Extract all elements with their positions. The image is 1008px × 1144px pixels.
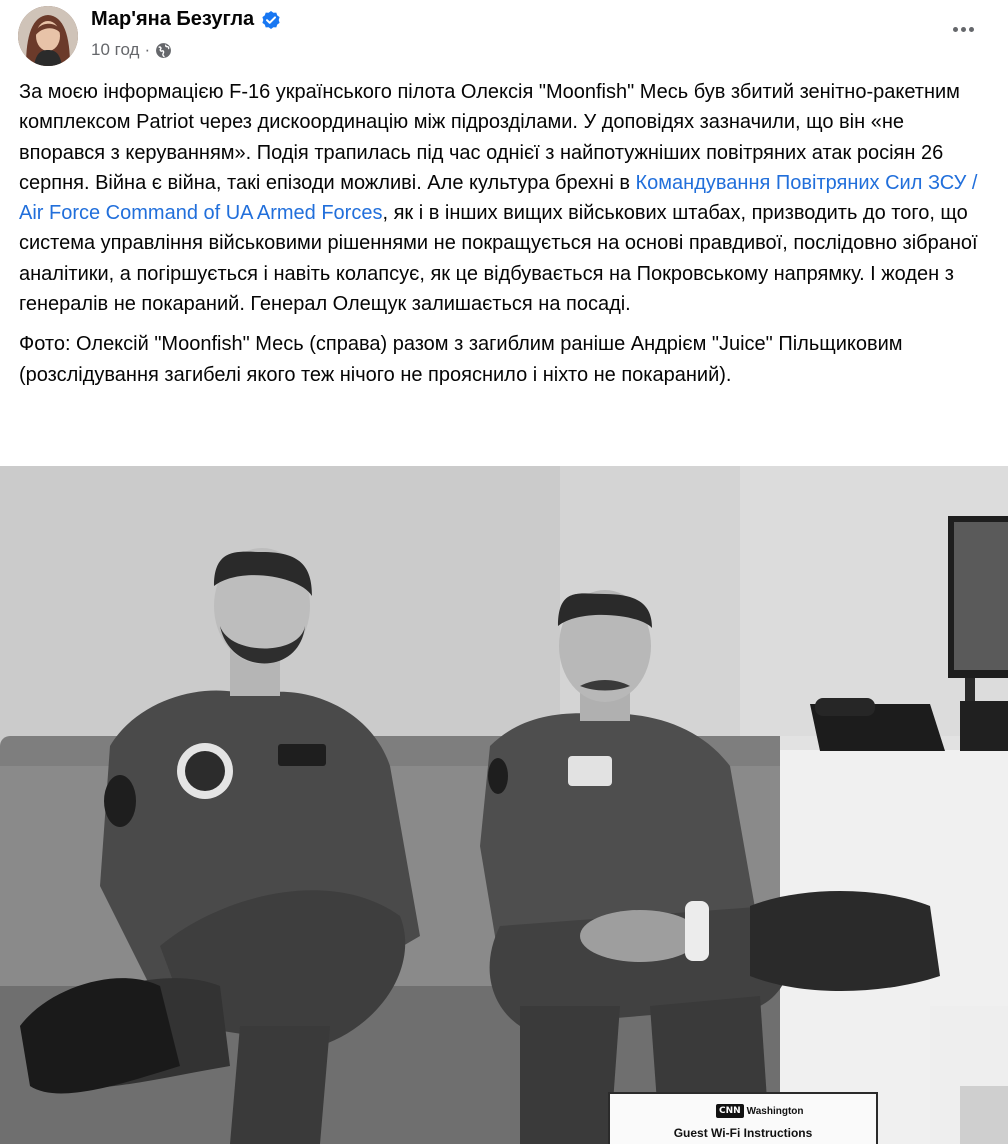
author-name-text[interactable]: Мар'яна Безугла: [91, 8, 255, 30]
author-avatar[interactable]: [18, 6, 78, 66]
post-header: [0, 0, 1008, 70]
author-name[interactable]: [91, 8, 281, 31]
cnn-logo: [716, 1104, 804, 1118]
post-text-after-link: , як і в інших вищих військових штабах, призводить до того, що система управління військовими рішеннями не покращується на основі правдивої, послідовно зібраної аналітики, а погіршується і навіть колапсує, як це відбувається на Покровському напрямку. І жоден з генералів не покараний. Генерал Олещук залишається на посаді.: [19, 202, 978, 316]
meta-separator: ·: [144, 40, 151, 59]
more-options-icon: [953, 27, 958, 32]
post-photo[interactable]: [0, 466, 1008, 1144]
cnn-logo-sub: Washington: [746, 1105, 804, 1117]
post-body: [19, 77, 994, 390]
post-paragraph-photo-caption: Фото: Олексій "Moonfish" Месь (справа) разом з загиблим раніше Андрієм "Juice" Пільщиковим (розслідування загибелі якого теж нічого не прояснило і ніхто не покараний).: [19, 333, 903, 386]
wifi-instructions-card: [608, 1092, 878, 1144]
more-options-icon-dot: [969, 27, 974, 32]
globe-icon[interactable]: [155, 42, 172, 59]
wifi-card-text: Guest Wi-Fi Instructions: [673, 1126, 813, 1140]
more-options-icon-dot: [961, 27, 966, 32]
photo-illustration: [0, 466, 1008, 1144]
more-options-button[interactable]: [948, 14, 978, 44]
post-text-before-link: За моєю інформацією F-16 українського пілота Олексія "Moonfish" Месь був збитий зенітно-ракетним комплексом Patriot через дискоординацію між підрозділами. У доповідях зазначили, що він «не впорався з керуванням». Подія трапилась під час однієї з найпотужніших повітряних атак росіян 26 серпня. Війна є війна, такі епізоди можливі. Але культура брехні в: [19, 81, 960, 194]
post-meta: [91, 40, 172, 60]
verified-badge-icon: [261, 10, 281, 30]
mention-link-air-force-command[interactable]: Командування Повітряних Сил ЗСУ / Air Force Command of UA Armed Forces: [19, 171, 978, 225]
post-timestamp[interactable]: 10 год: [91, 40, 140, 59]
cnn-logo-box: CNN: [716, 1104, 744, 1118]
post-paragraph-main: [19, 77, 994, 319]
